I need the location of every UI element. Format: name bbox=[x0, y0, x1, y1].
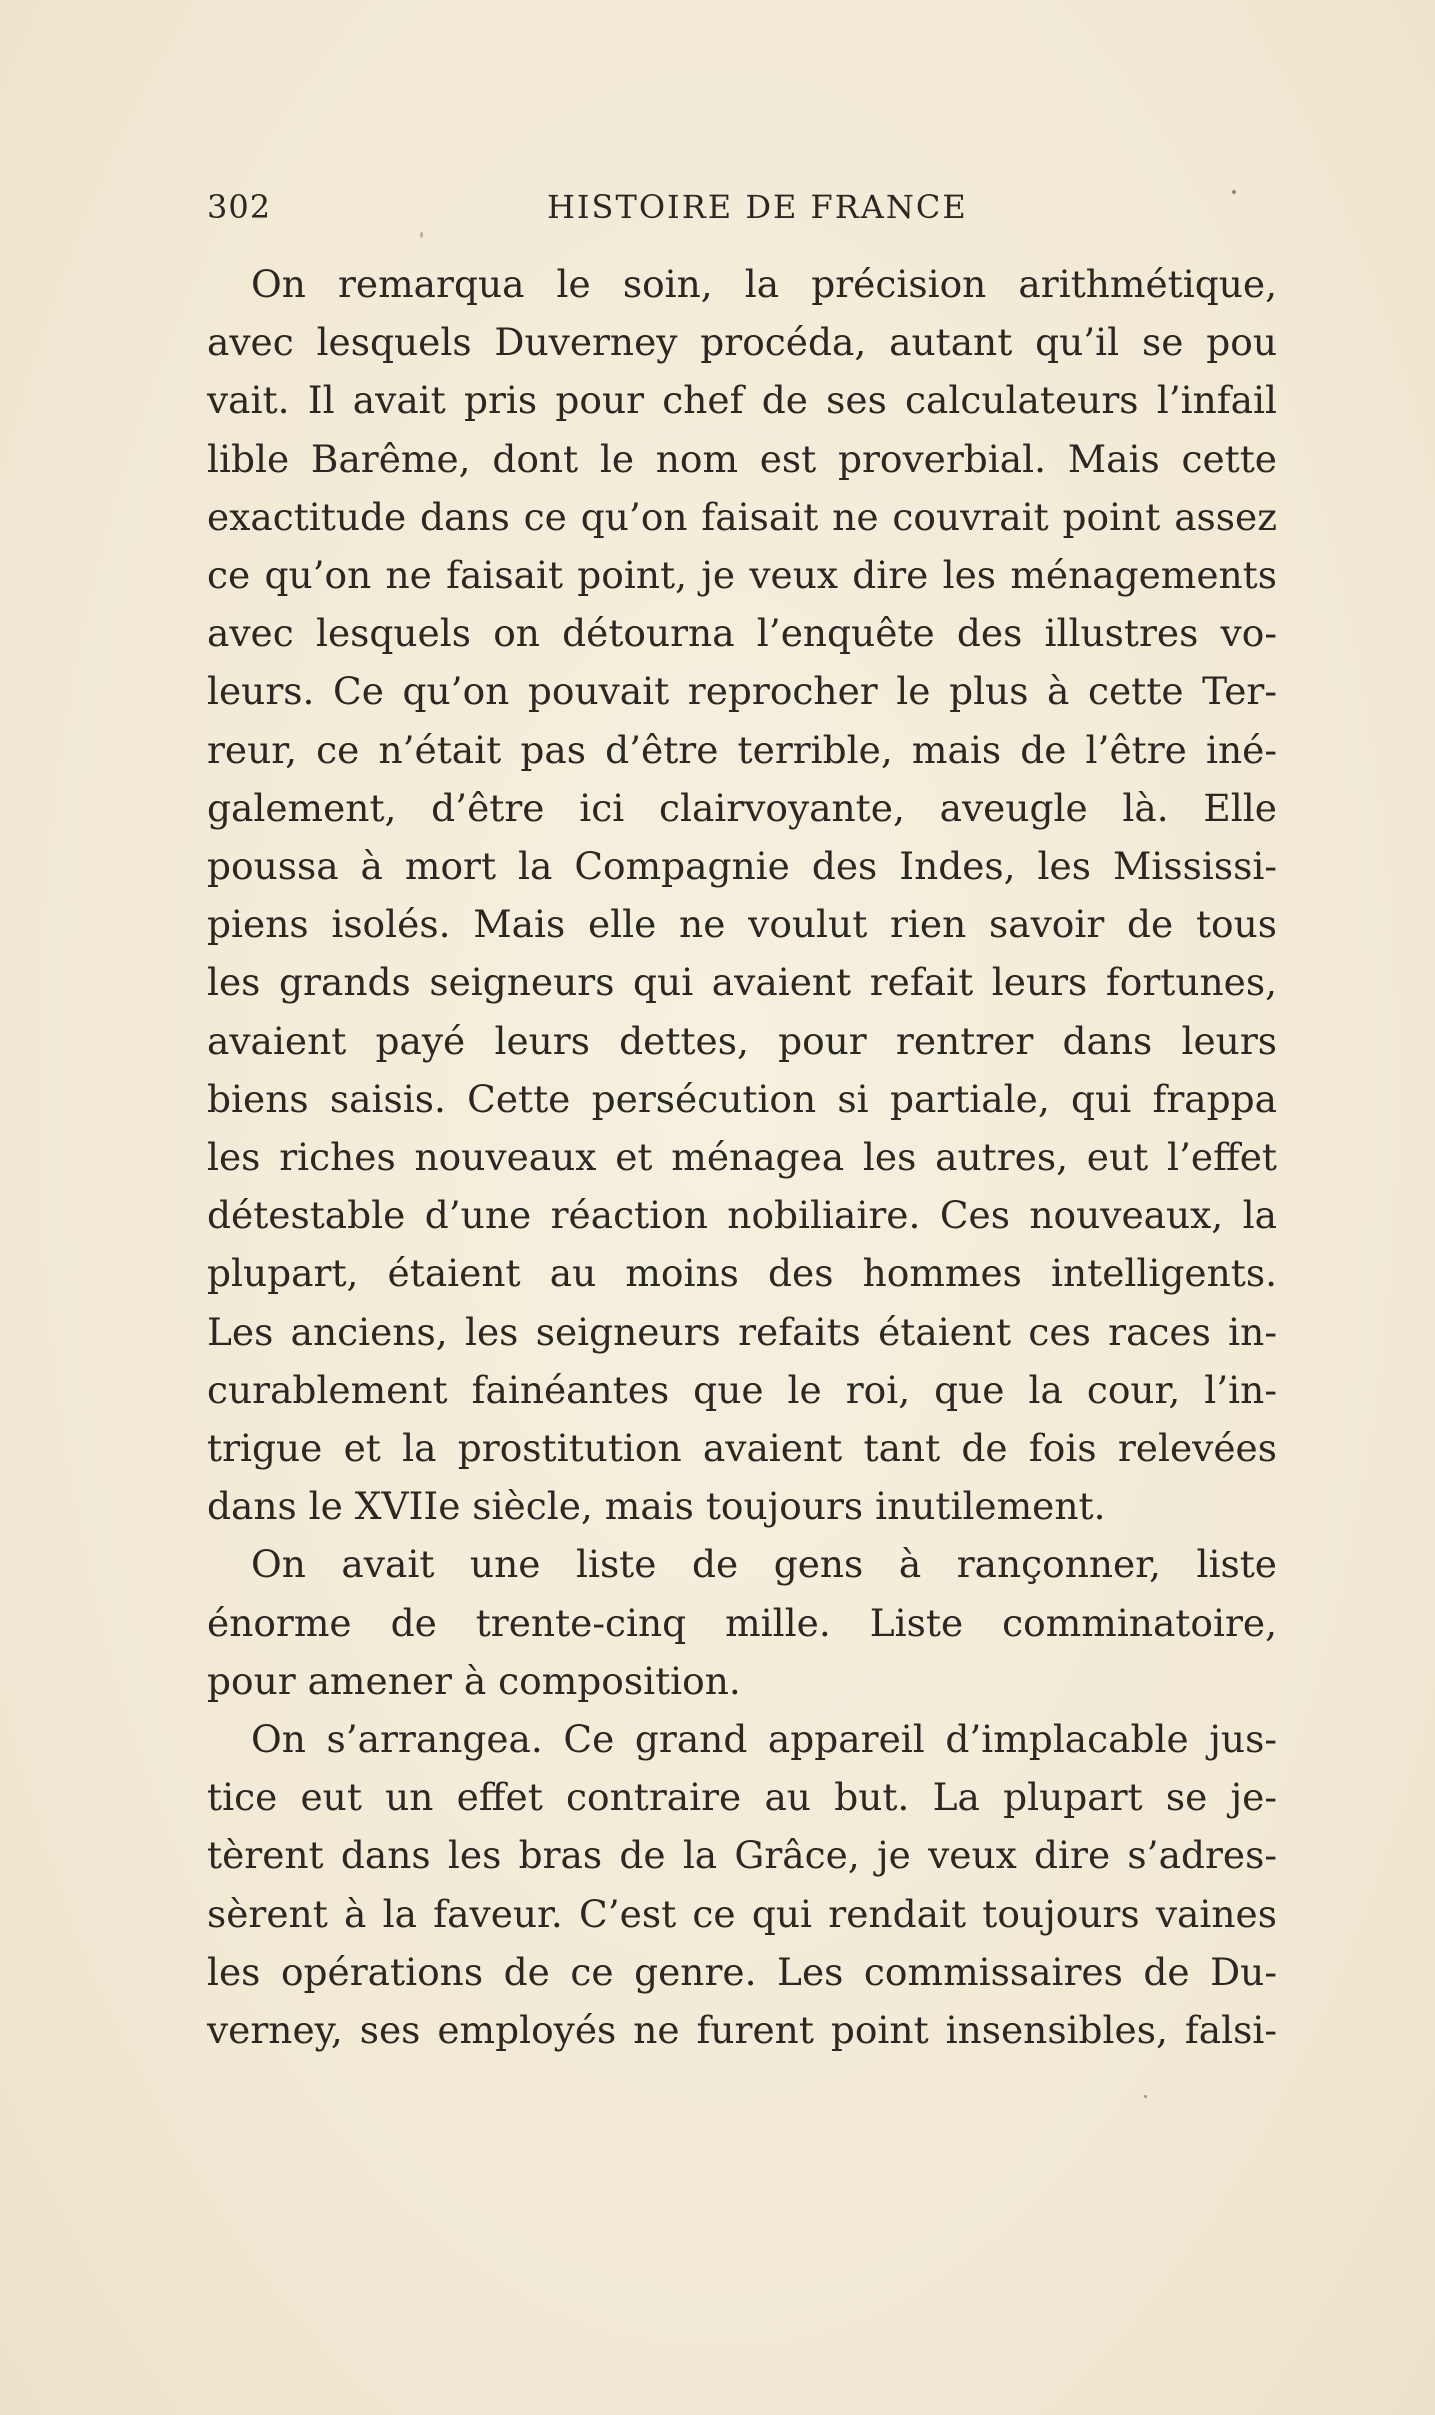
text-line: piens isolés. Mais elle ne voulut rien savoir de tous bbox=[207, 902, 1277, 947]
text-line: plupart, étaient au moins des hommes intelligents. bbox=[207, 1251, 1277, 1296]
text-line: vait. Il avait pris pour chef de ses calculateurs l’infail bbox=[207, 378, 1277, 423]
text-line: curablement fainéantes que le roi, que la cour, l’in- bbox=[207, 1367, 1277, 1412]
text-line: avaient payé leurs dettes, pour rentrer dans leurs bbox=[207, 1018, 1277, 1063]
running-title: HISTOIRE DE FRANCE bbox=[547, 188, 968, 226]
text-line: lible Barême, dont le nom est proverbial. Mais cette bbox=[207, 436, 1277, 481]
text-line: pour amener à composition. bbox=[207, 1658, 741, 1703]
text-line: sèrent à la faveur. C’est ce qui rendait toujours vaines bbox=[207, 1891, 1277, 1936]
text-line: tèrent dans les bras de la Grâce, je veux dire s’adres- bbox=[207, 1833, 1277, 1878]
text-line: tice eut un effet contraire au but. La plupart se je- bbox=[207, 1775, 1277, 1820]
paragraph-1 bbox=[207, 255, 1277, 1535]
text-line: détestable d’une réaction nobiliaire. Ces nouveaux, la bbox=[207, 1193, 1277, 1238]
text-line: On avait une liste de gens à rançonner, liste bbox=[251, 1542, 1277, 1587]
paragraph-3 bbox=[207, 1710, 1277, 2059]
paper-speck bbox=[1232, 190, 1236, 194]
body-text bbox=[207, 255, 1277, 2059]
text-line: les riches nouveaux et ménagea les autres, eut l’effet bbox=[207, 1135, 1277, 1180]
text-line: exactitude dans ce qu’on faisait ne couvrait point assez bbox=[207, 494, 1277, 539]
text-line: les grands seigneurs qui avaient refait leurs fortunes, bbox=[207, 960, 1277, 1005]
text-line: biens saisis. Cette persécution si partiale, qui frappa bbox=[207, 1076, 1277, 1121]
text-line: poussa à mort la Compagnie des Indes, les Mississi- bbox=[207, 844, 1277, 889]
paragraph-2 bbox=[207, 1535, 1277, 1710]
text-line: Les anciens, les seigneurs refaits étaient ces races in- bbox=[207, 1309, 1277, 1354]
text-line: dans le XVIIe siècle, mais toujours inutilement. bbox=[207, 1484, 1106, 1529]
text-line: reur, ce n’était pas d’être terrible, mais de l’être iné- bbox=[207, 727, 1277, 772]
text-line: On s’arrangea. Ce grand appareil d’implacable jus- bbox=[251, 1717, 1277, 1762]
text-line: leurs. Ce qu’on pouvait reprocher le plus à cette Ter- bbox=[207, 669, 1277, 714]
text-line: les opérations de ce genre. Les commissaires de Du- bbox=[207, 1949, 1277, 1994]
text-line: verney, ses employés ne furent point insensibles, falsi- bbox=[207, 2008, 1277, 2053]
page-header bbox=[207, 188, 1287, 228]
paper-speck bbox=[420, 232, 423, 238]
text-line: On remarqua le soin, la précision arithmétique, bbox=[251, 262, 1277, 306]
text-line: avec lesquels Duverney procéda, autant qu’il se pou bbox=[207, 320, 1277, 365]
page-number: 302 bbox=[207, 188, 272, 226]
text-line: énorme de trente-cinq mille. Liste comminatoire, bbox=[207, 1600, 1277, 1645]
text-line: galement, d’être ici clairvoyante, aveugle là. Elle bbox=[207, 785, 1277, 830]
text-line: avec lesquels on détourna l’enquête des illustres vo- bbox=[207, 611, 1277, 656]
text-line: trigue et la prostitution avaient tant de fois relevées bbox=[207, 1426, 1277, 1471]
text-line: ce qu’on ne faisait point, je veux dire les ménagements bbox=[207, 553, 1277, 598]
paper-speck bbox=[1144, 2095, 1147, 2098]
